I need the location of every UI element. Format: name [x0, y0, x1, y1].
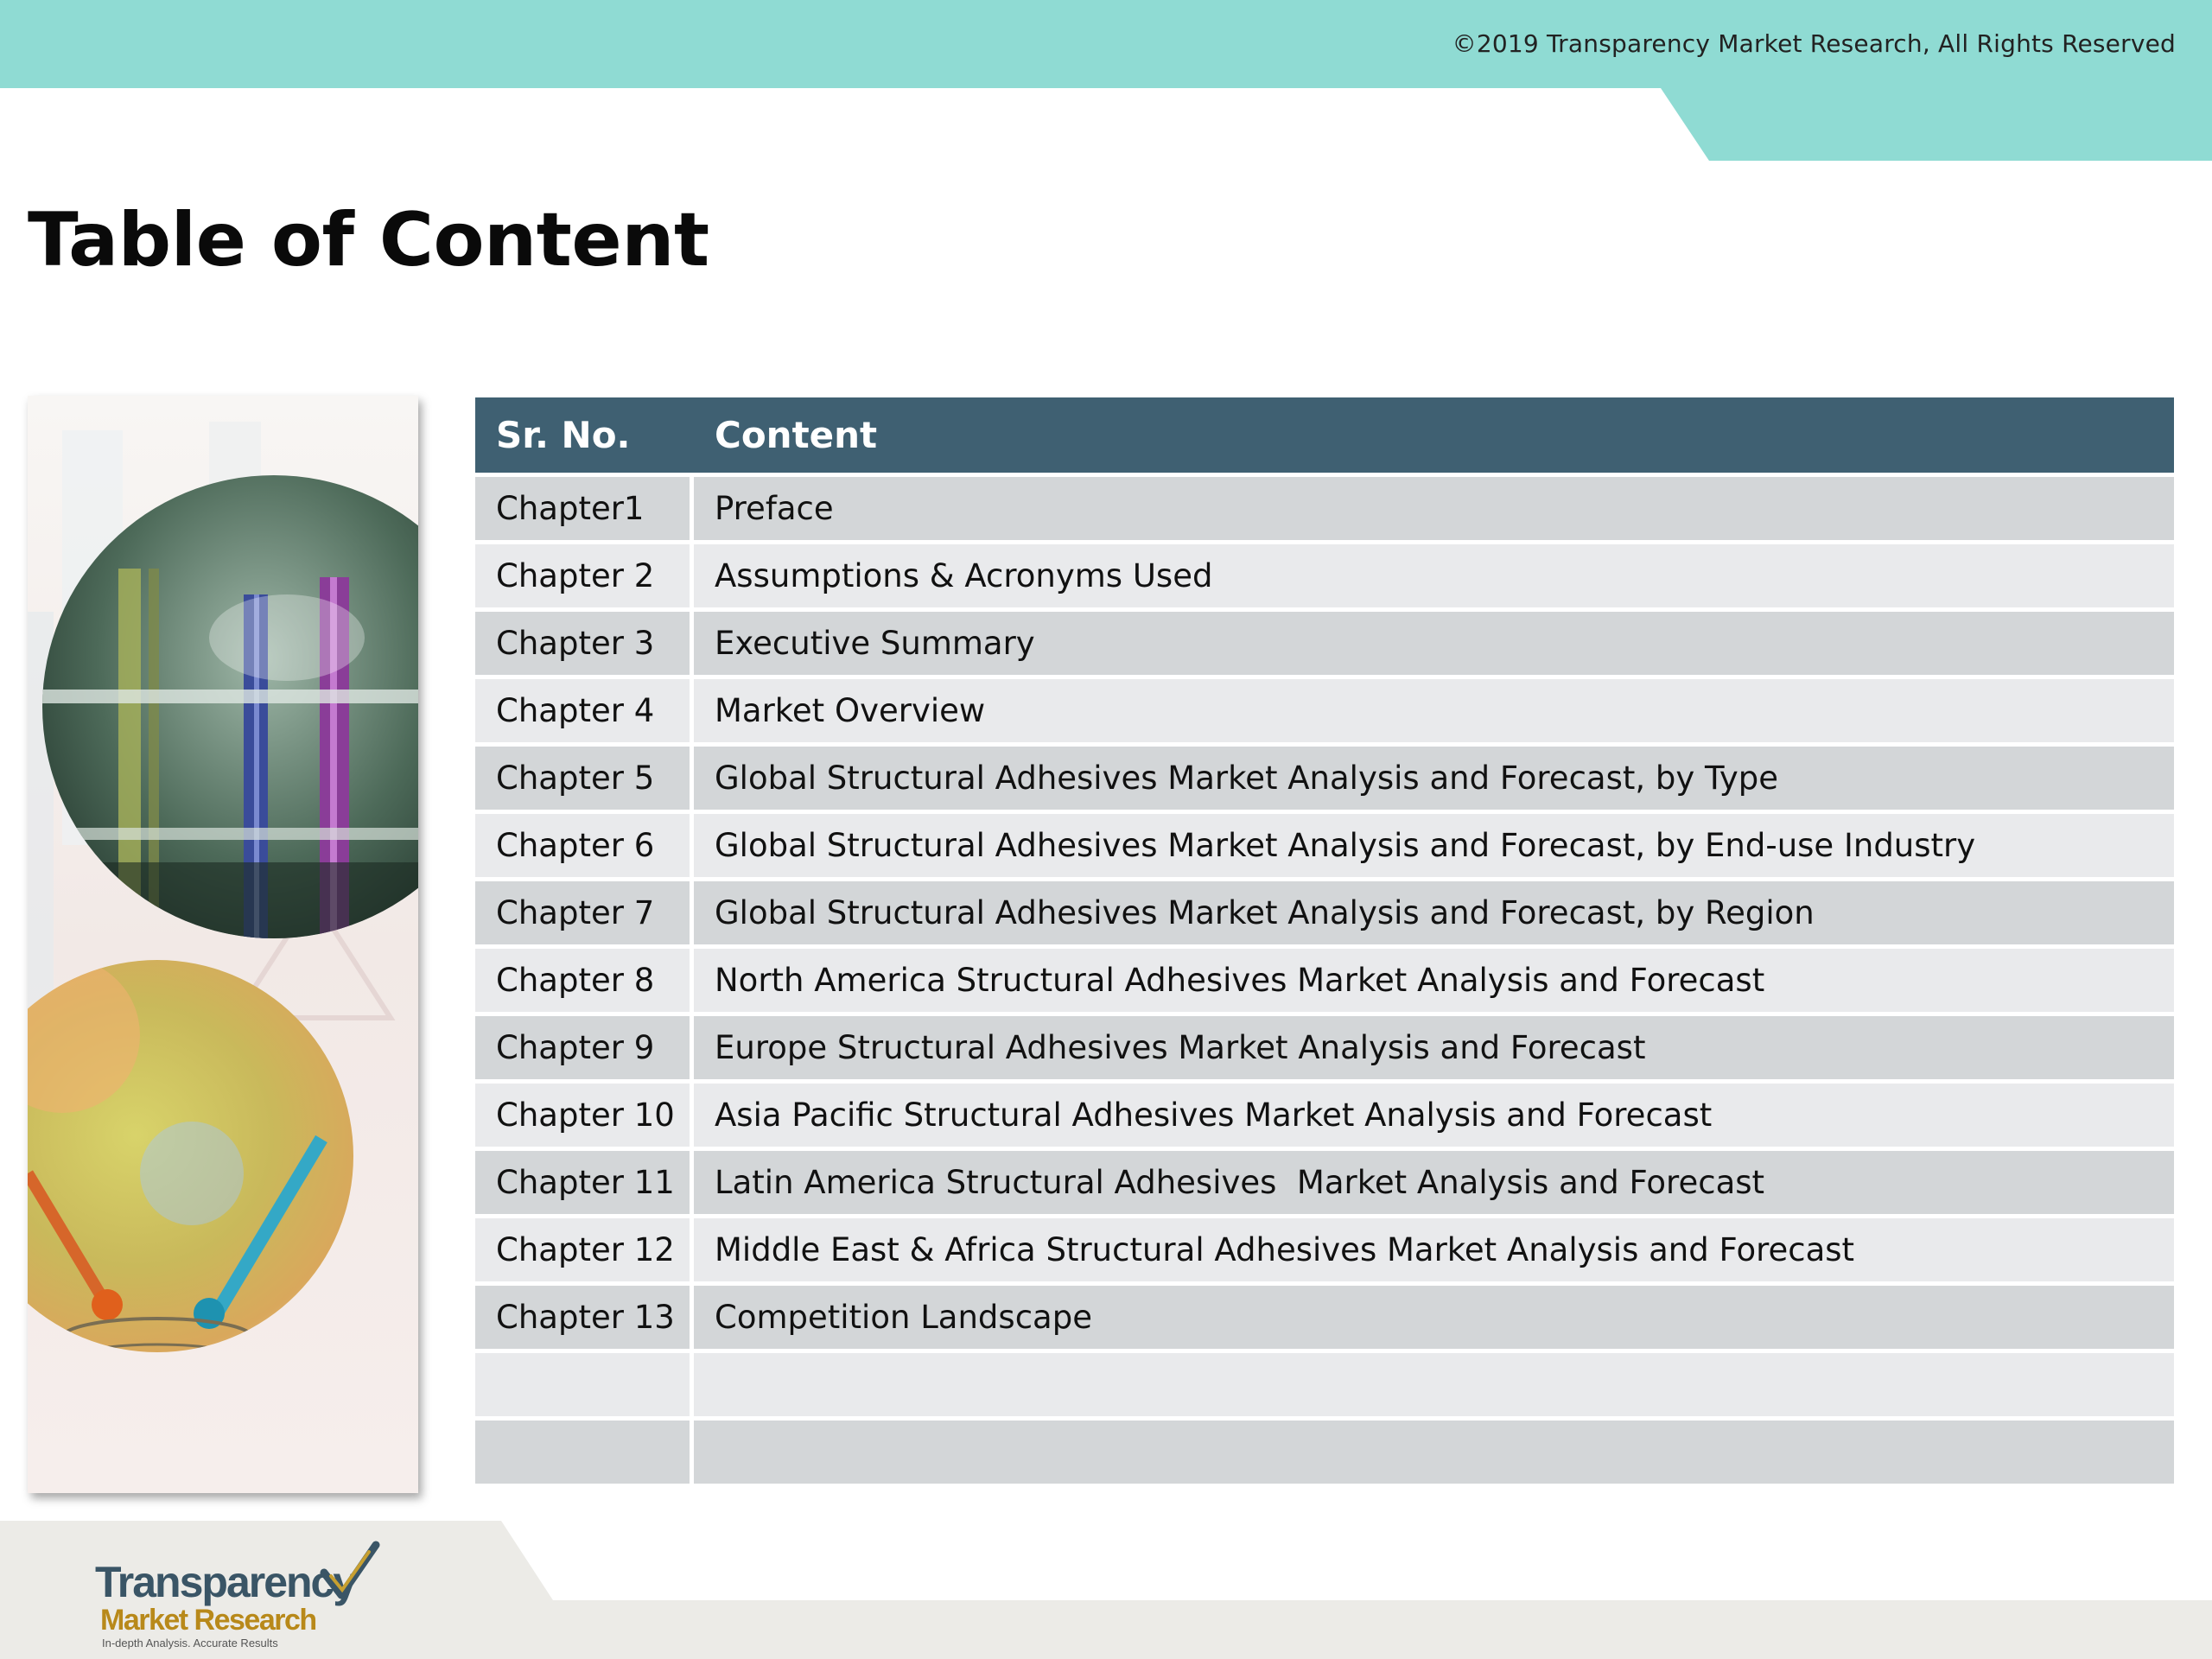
chapter-number-cell: Chapter 11 — [475, 1151, 690, 1214]
chapter-content-cell: Global Structural Adhesives Market Analysis and Forecast, by End-use Industry — [694, 814, 2174, 877]
chapter-number-cell: Chapter 4 — [475, 679, 690, 742]
chapter-number-cell: Chapter 8 — [475, 949, 690, 1012]
chapter-number-cell: Chapter 2 — [475, 544, 690, 607]
header-band — [0, 0, 2212, 161]
table-row — [475, 1353, 2174, 1416]
chapter-number-cell: Chapter 5 — [475, 747, 690, 810]
toc-table — [475, 397, 2174, 1484]
chapter-number-cell: Chapter1 — [475, 477, 690, 540]
logo-name: Transparency — [95, 1558, 356, 1606]
table-row — [475, 477, 2174, 540]
table-row — [475, 1286, 2174, 1349]
table-row — [475, 881, 2174, 944]
lab-photo-panel — [28, 396, 418, 1493]
logo-subtitle: Market Research — [100, 1604, 316, 1637]
chapter-number-cell: Chapter 12 — [475, 1218, 690, 1281]
chapter-content-cell: North America Structural Adhesives Market Analysis and Forecast — [694, 949, 2174, 1012]
table-row — [475, 544, 2174, 607]
chapter-content-cell: Competition Landscape — [694, 1286, 2174, 1349]
chapter-number-cell: Chapter 13 — [475, 1286, 690, 1349]
table-row — [475, 747, 2174, 810]
table-row — [475, 1016, 2174, 1079]
chapter-content-cell: Market Overview — [694, 679, 2174, 742]
chapter-number-cell: Chapter 9 — [475, 1016, 690, 1079]
table-row — [475, 1218, 2174, 1281]
chapter-content-cell: Assumptions & Acronyms Used — [694, 544, 2174, 607]
company-logo — [95, 1538, 389, 1650]
chapter-number-cell: Chapter 10 — [475, 1084, 690, 1147]
chapter-content-cell — [694, 1421, 2174, 1484]
table-row — [475, 949, 2174, 1012]
chapter-content-cell: Executive Summary — [694, 612, 2174, 675]
chapter-number-cell: Chapter 7 — [475, 881, 690, 944]
table-row — [475, 1421, 2174, 1484]
column-header-content: Content — [694, 397, 2174, 473]
table-row — [475, 814, 2174, 877]
chapter-number-cell — [475, 1353, 690, 1416]
chapter-number-cell — [475, 1421, 690, 1484]
logo-tagline: In-depth Analysis. Accurate Results — [102, 1637, 278, 1649]
chapter-content-cell: Asia Pacific Structural Adhesives Market Analysis and Forecast — [694, 1084, 2174, 1147]
table-row — [475, 1084, 2174, 1147]
chapter-content-cell — [694, 1353, 2174, 1416]
lab-photo-illustration — [28, 396, 418, 1493]
table-body — [475, 477, 2174, 1484]
chapter-number-cell: Chapter 6 — [475, 814, 690, 877]
table-header-row — [475, 397, 2174, 473]
chapter-content-cell: Global Structural Adhesives Market Analysis and Forecast, by Region — [694, 881, 2174, 944]
chapter-content-cell: Latin America Structural Adhesives Market Analysis and Forecast — [694, 1151, 2174, 1214]
chapter-content-cell: Global Structural Adhesives Market Analysis and Forecast, by Type — [694, 747, 2174, 810]
table-row — [475, 1151, 2174, 1214]
chapter-number-cell: Chapter 3 — [475, 612, 690, 675]
page-title: Table of Content — [28, 197, 709, 283]
chapter-content-cell: Europe Structural Adhesives Market Analysis and Forecast — [694, 1016, 2174, 1079]
table-row — [475, 612, 2174, 675]
table-row — [475, 679, 2174, 742]
checkmark-icon — [315, 1538, 385, 1607]
chapter-content-cell: Preface — [694, 477, 2174, 540]
chapter-content-cell: Middle East & Africa Structural Adhesives Market Analysis and Forecast — [694, 1218, 2174, 1281]
copyright-text: ©2019 Transparency Market Research, All Rights Reserved — [1452, 29, 2176, 58]
column-header-sr-no: Sr. No. — [475, 397, 690, 473]
